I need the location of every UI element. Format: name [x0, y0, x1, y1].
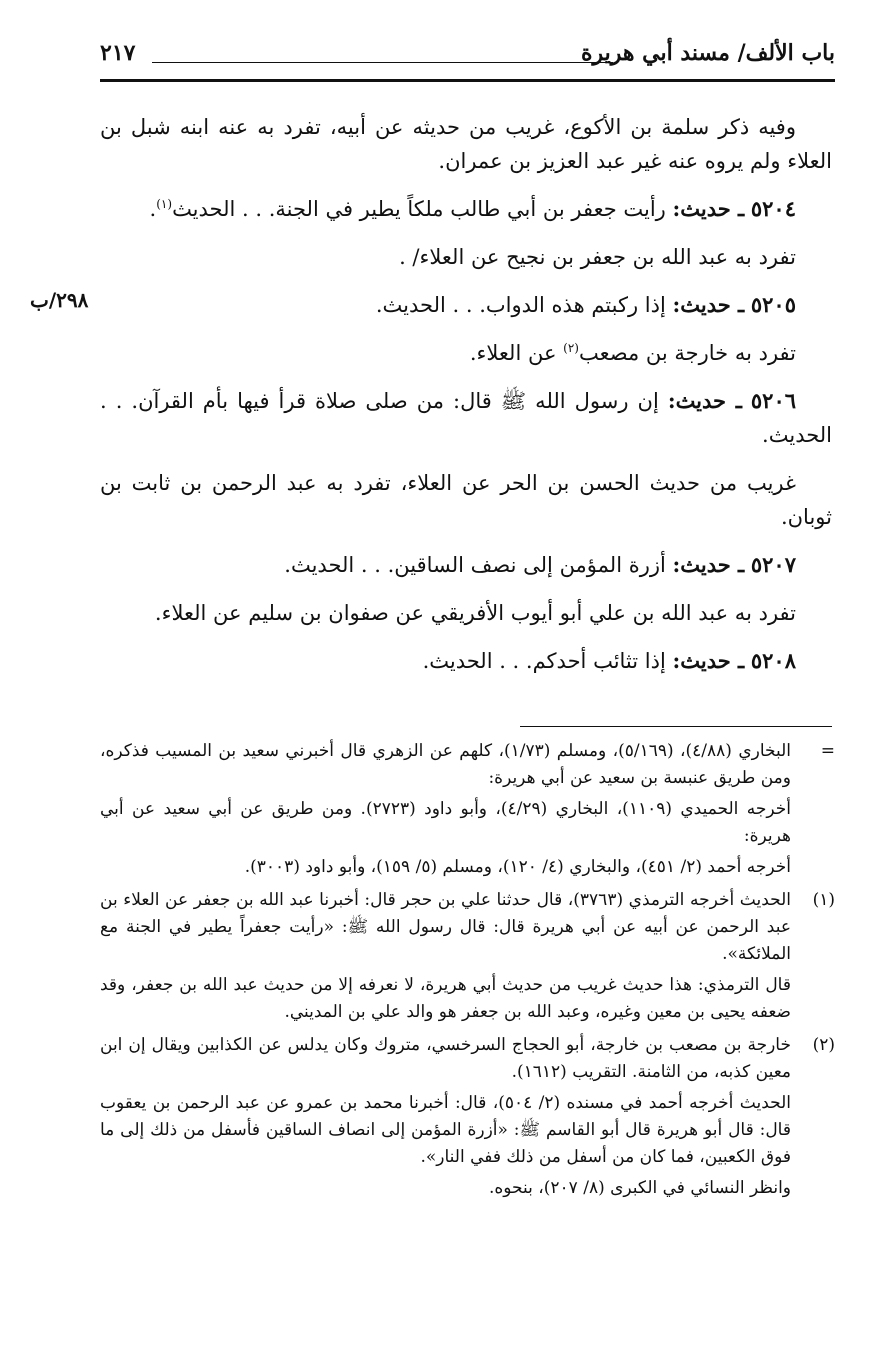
header-leader-line	[152, 62, 613, 63]
paragraph-5204-note: تفرد به عبد الله بن جعفر بن نجيح عن العلاء/ .	[399, 245, 796, 269]
paragraph-5206-note: غريب من حديث الحسن بن الحر عن العلاء، تفرد به عبد الرحمن بن ثابت بن ثوبان.	[100, 471, 832, 529]
hadith-5206	[100, 384, 832, 452]
footnote-ref[interactable]: (٢)	[563, 341, 579, 355]
footnote-1	[100, 887, 835, 1026]
paragraph-intro: وفيه ذكر سلمة بن الأكوع، غريب من حديثه عن أبيه، تفرد به عنه ابنه شبل بن العلاء ولم يروه عنه غير عبد العزيز بن عمران.	[100, 115, 832, 173]
hadith-label: ـ حديث:	[672, 196, 745, 221]
running-title: باب الألف/ مسند أبي هريرة	[580, 40, 835, 66]
hadith-5205	[100, 288, 832, 322]
header-rule	[100, 79, 835, 82]
hadith-label: ـ حديث:	[667, 388, 742, 413]
footnote-separator	[520, 726, 832, 727]
footnote-paragraph: أخرجه أحمد (٢/ ٤٥١)، والبخاري (٤/ ١٢٠)، ومسلم (٥/ ١٥٩)، وأبو داود (٣٠٠٣).	[244, 857, 791, 877]
hadith-5204	[100, 192, 832, 226]
hadith-text: أزرة المؤمن إلى نصف الساقين. . . الحديث.	[284, 553, 673, 577]
hadith-text: إذا تثائب أحدكم. . . الحديث.	[422, 649, 673, 673]
hadith-text: إذا ركبتم هذه الدواب. . . الحديث.	[375, 293, 673, 317]
hadith-number: ٥٢٠٥	[750, 292, 796, 317]
footnote-paragraph: خارجة بن مصعب بن خارجة، أبو الحجاج السرخسي، متروك وكان يدلس عن الكذابين ويقال إن ابن معين كذبه، من الثامنة. التقريب (١٦١٢).	[100, 1035, 791, 1082]
manuscript-folio-note: ٢٩٨/ب	[30, 288, 89, 312]
main-text	[100, 110, 832, 692]
page-number: ٢١٧	[100, 40, 136, 66]
hadith-number: ٥٢٠٦	[750, 388, 797, 413]
hadith-label: ـ حديث:	[672, 648, 745, 673]
footnote-paragraph: وانظر النسائي في الكبرى (٨/ ٢٠٧)، بنحوه.	[488, 1178, 791, 1198]
punctuation: .	[149, 197, 157, 221]
footnote-paragraph: أخرجه الحميدي (١١٠٩)، البخاري (٤/٢٩)، وأبو داود (٢٧٢٣). ومن طريق عن أبي سعيد عن أبي هريرة:	[100, 799, 792, 846]
hadith-label: ـ حديث:	[672, 292, 745, 317]
note-text: تفرد به خارجة بن مصعب	[578, 341, 796, 365]
footnote-paragraph: البخاري (٤/٨٨)، (٥/١٦٩)، ومسلم (١/٧٣)، كلهم عن الزهري قال أخبرني سعيد بن المسيب فذكره، ومن طريق عنبسة بن سعيد عن أبي هريرة:	[100, 741, 792, 788]
footnote-mark: (١)	[812, 890, 835, 910]
paragraph-5207-note: تفرد به عبد الله بن علي أبو أيوب الأفريقي عن صفوان بن سليم عن العلاء.	[154, 601, 796, 625]
footnote-continuation	[100, 738, 835, 881]
hadith-5208	[100, 644, 832, 678]
page-header	[100, 38, 835, 72]
hadith-number: ٥٢٠٨	[750, 648, 796, 673]
footnote-paragraph: الحديث أخرجه الترمذي (٣٧٦٣)، قال حدثنا علي بن حجر قال: أخبرنا عبد الله بن جعفر عن العلاء بن عبد الرحمن عن أبيه عن أبي هريرة قال: قال رسول الله ﷺ: «رأيت جعفراً يطير في الجنة مع الملائكة».	[100, 890, 791, 964]
hadith-5207	[100, 548, 832, 582]
footnote-2	[100, 1032, 835, 1202]
footnote-paragraph: قال الترمذي: هذا حديث غريب من حديث أبي هريرة، لا نعرفه إلا من حديث عبد الله بن جعفر، وقد ضعفه يحيى بن معين وغيره، وعبد الله بن جعفر هو والد علي بن المديني.	[100, 975, 791, 1022]
note-text-end: عن العلاء.	[469, 341, 564, 365]
hadith-text: رأيت جعفر بن أبي طالب ملكاً يطير في الجنة. . . الحديث	[172, 197, 673, 221]
hadith-number: ٥٢٠٧	[750, 552, 796, 577]
hadith-number: ٥٢٠٤	[750, 196, 796, 221]
hadith-text: إن رسول الله ﷺ قال: من صلى صلاة قرأ فيها بأم القرآن. . . الحديث.	[100, 389, 832, 447]
footnote-mark: (٢)	[812, 1035, 835, 1055]
footnote-mark: =	[820, 741, 835, 761]
footnote-ref[interactable]: (١)	[156, 197, 173, 211]
footnotes	[100, 738, 835, 1208]
footnote-paragraph: الحديث أخرجه أحمد في مسنده (٢/ ٥٠٤)، قال: أخبرنا محمد بن عمرو عن عبد الرحمن بن يعقوب قال: قال أبو هريرة قال أبو القاسم ﷺ: «أزرة المؤمن إلى انصاف الساقين فأسفل من ذلك إلى ما فوق الكعبين، فما كان من أسفل من ذلك ففي النار».	[100, 1093, 791, 1167]
hadith-label: ـ حديث:	[672, 552, 745, 577]
paragraph-5205-note	[100, 336, 832, 370]
